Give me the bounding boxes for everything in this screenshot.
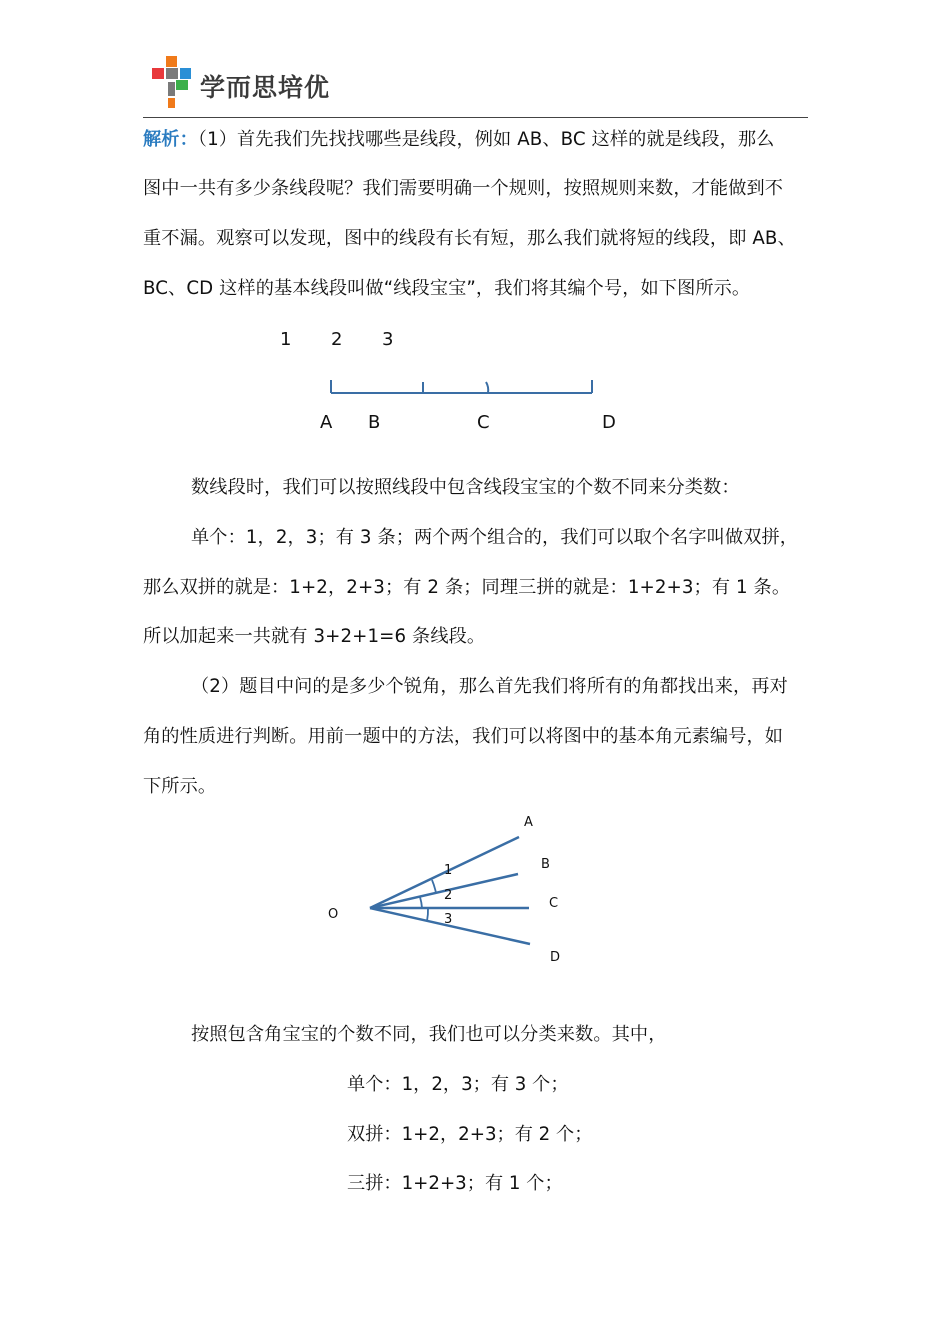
- angle-arc-1: [432, 880, 436, 893]
- segment-tick-c: [486, 382, 488, 393]
- segment-figure: [270, 320, 630, 440]
- summary-line-2: 双拼：1+2，2+3；有 2 个；: [347, 1124, 593, 1145]
- ray-label-d: D: [550, 950, 561, 965]
- angle-arc-2: [420, 897, 422, 908]
- point-label-d: D: [602, 412, 616, 433]
- analysis-label: 解析：: [143, 129, 198, 150]
- segment-number-3: 3: [382, 329, 394, 350]
- ray-label-b: B: [541, 857, 550, 872]
- analysis-p3-line-3: 所以加起来一共就有 3+2+1=6 条线段。: [143, 626, 486, 647]
- analysis-p4-line-1: （2）题目中问的是多少个锐角，那么首先我们将所有的角都找出来，再对: [191, 676, 788, 697]
- point-label-b: B: [368, 412, 381, 433]
- segment-number-2: 2: [331, 329, 343, 350]
- analysis-p4-line-3: 下所示。: [143, 776, 217, 797]
- analysis-p1-line-3: 重不漏。观察可以发现，图中的线段有长有短，那么我们就将短的线段，即 AB、: [143, 228, 796, 249]
- segment-number-1: 1: [280, 329, 292, 350]
- brand-logo: [152, 56, 352, 108]
- vertex-label-o: O: [328, 907, 339, 922]
- analysis-p5-line: 按照包含角宝宝的个数不同，我们也可以分类来数。其中，: [191, 1024, 667, 1045]
- angle-number-3: 3: [444, 912, 453, 927]
- analysis-p2-line: 数线段时，我们可以按照线段中包含线段宝宝的个数不同来分类数：: [191, 477, 740, 498]
- ray-label-c: C: [549, 896, 559, 911]
- angle-number-1: 1: [444, 863, 453, 878]
- angle-figure: [320, 808, 580, 978]
- analysis-p3-line-1: 单个：1，2，3；有 3 条；两个两个组合的，我们可以取个名字叫做双拼，: [191, 527, 799, 548]
- angle-number-2: 2: [444, 888, 453, 903]
- brand-logo-icon: [152, 56, 196, 108]
- summary-line-1: 单个：1，2，3；有 3 个；: [347, 1074, 569, 1095]
- summary-line-3: 三拼：1+2+3；有 1 个；: [347, 1173, 563, 1194]
- brand-name: 学而思培优: [200, 73, 331, 102]
- point-label-c: C: [477, 412, 490, 433]
- analysis-line-1: [143, 127, 813, 153]
- point-label-a: A: [320, 412, 333, 433]
- header-divider: [143, 117, 808, 118]
- angle-arc-3: [427, 908, 428, 921]
- analysis-p4-line-2: 角的性质进行判断。用前一题中的方法，我们可以将图中的基本角元素编号，如: [143, 726, 784, 747]
- ray-label-a: A: [524, 815, 533, 830]
- analysis-p1-line-2: 图中一共有多少条线段呢？我们需要明确一个规则，按照规则来数，才能做到不: [143, 178, 784, 199]
- analysis-p3-line-2: 那么双拼的就是：1+2，2+3；有 2 条；同理三拼的就是：1+2+3；有 1 条。: [143, 577, 791, 598]
- analysis-p1-line-1: （1）首先我们先找找哪些是线段，例如 AB、BC 这样的就是线段，那么: [197, 129, 775, 150]
- analysis-p1-line-4: BC、CD 这样的基本线段叫做“线段宝宝”，我们将其编个号，如下图所示。: [143, 278, 751, 299]
